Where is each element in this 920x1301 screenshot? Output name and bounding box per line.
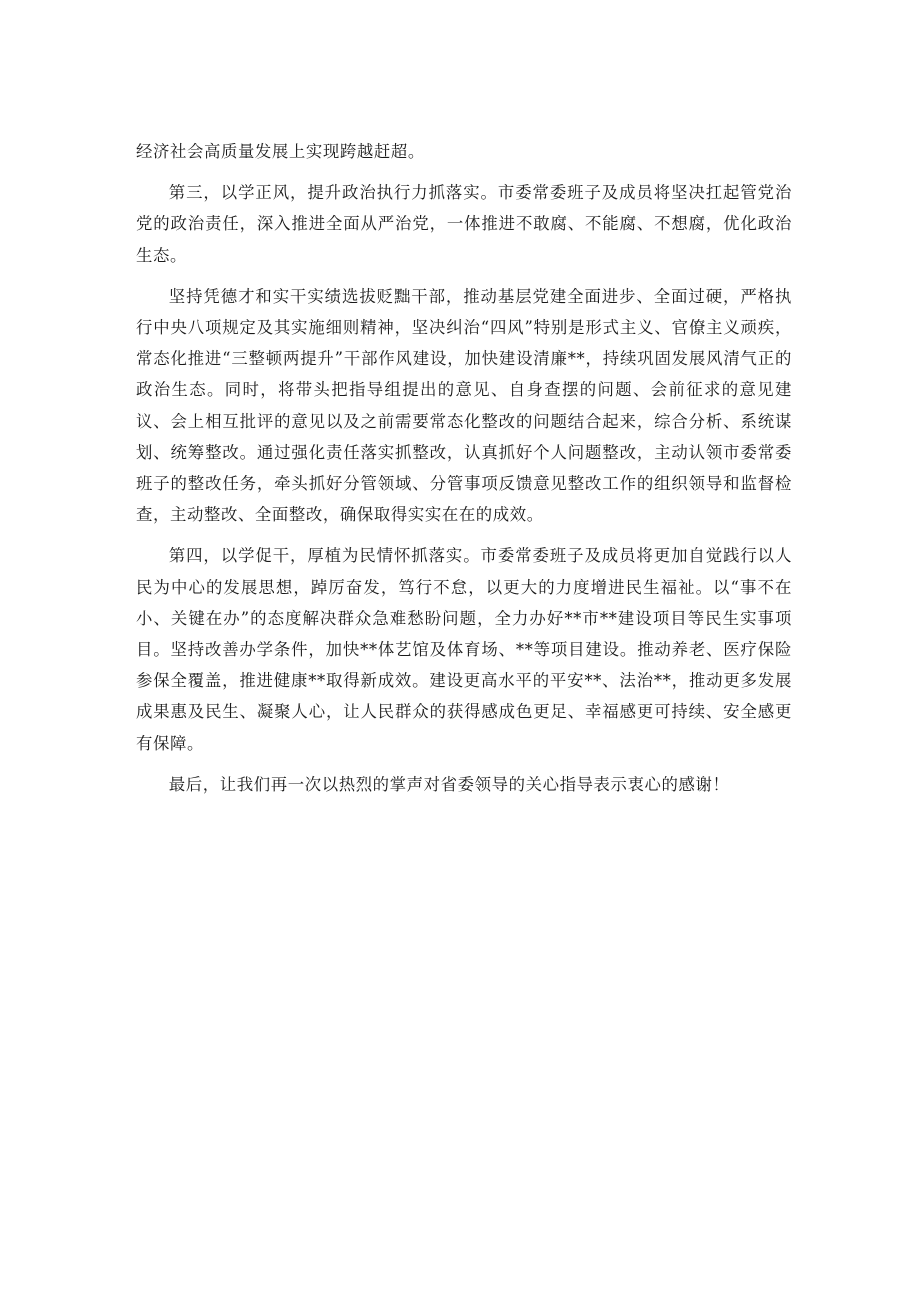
paragraph-third-point: 第三，以学正风，提升政治执行力抓落实。市委常委班子及成员将坚决扛起管党治党的政治责任，深入推进全面从严治党，一体推进不敢腐、不能腐、不想腐，优化政治生态。	[136, 183, 792, 265]
paragraph-fourth-point: 第四，以学促干，厚植为民情怀抓落实。市委常委班子及成员将更加自觉践行以人民为中心的发展思想，踔厉奋发，笃行不怠，以更大的力度增进民生福祉。以“事不在小、关键在办”的态度解决群众急难愁盼问题，全力办好**市**建设项目等民生实事项目。坚持改善办学条件，加快**体艺馆及体育场、**等项目建设。推动养老、医疗保险参保全覆盖，推进健康**取得新成效。建设更高水平的平安**、法治**，推动更多发展成果惠及民生、凝聚人心，让人民群众的获得感成色更足、幸福感更可持续、安全感更有保障。	[136, 546, 792, 753]
paragraph-closing-thanks: 最后，让我们再一次以热烈的掌声对省委领导的关心指导表示衷心的感谢！	[168, 774, 730, 794]
paragraph-continuation: 经济社会高质量发展上实现跨越赶超。	[136, 142, 425, 161]
document-body	[136, 136, 792, 810]
paragraph-cadre-work: 坚持凭德才和实干实绩选拔贬黜干部，推动基层党建全面进步、全面过硬，严格执行中央八项规定及其实施细则精神，坚决纠治“四风”特别是形式主义、官僚主义顽疾，常态化推进“三整顿两提升”干部作风建设，加快建设清廉**，持续巩固发展风清气正的政治生态。同时，将带头把指导组提出的意见、自身查摆的问题、会前征求的意见建议、会上相互批评的意见以及之前需要常态化整改的问题结合起来，综合分析、系统谋划、统筹整改。通过强化责任落实抓整改，认真抓好个人问题整改，主动认领市委常委班子的整改任务，牵头抓好分管领域、分管事项反馈意见整改工作的组织领导和监督检查，主动整改、全面整改，确保取得实实在在的成效。	[136, 286, 792, 525]
